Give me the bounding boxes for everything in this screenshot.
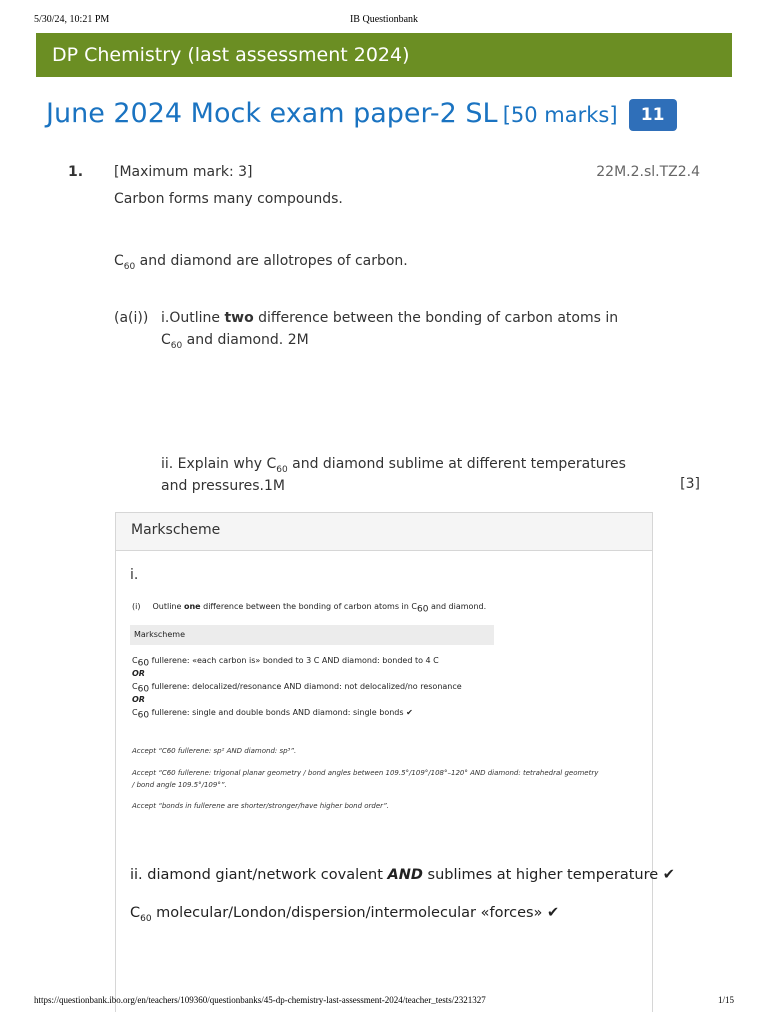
part-ii-line2: and pressures.1M xyxy=(161,478,285,494)
markscheme-image-line1 xyxy=(132,656,439,669)
allotrope-text: and diamond are allotropes of carbon. xyxy=(135,253,408,269)
c60-subscript: 60 xyxy=(140,913,152,924)
print-title: IB Questionbank xyxy=(349,14,419,25)
markscheme-image xyxy=(130,599,599,819)
line2-text: fullerene: delocalized/resonance AND diamond: not delocalized/no resonance xyxy=(151,682,462,691)
test-title-text: June 2024 Mock exam paper-2 SL xyxy=(46,98,498,129)
markscheme-image-outline xyxy=(132,602,486,615)
page-number: 1/15 xyxy=(717,995,734,1005)
c60-subscript: 60 xyxy=(137,710,150,721)
line1-text: fullerene: «each carbon is» bonded to 3 C AND diamond: bonded to 4 C xyxy=(151,656,439,665)
page-url[interactable]: https://questionbank.ibo.org/en/teachers/109360/questionbanks/45-dp-chemistry-last-assessment-2024/teacher_tests/2321327 xyxy=(34,995,486,1005)
c-symbol: C xyxy=(161,332,171,348)
part-i-pre: i.Outline xyxy=(161,310,225,326)
accept-note-3: Accept “bonds in fullerene are shorter/stronger/have higher bond order”. xyxy=(132,802,389,810)
ms-c60-post: molecular/London/dispersion/intermolecular «forces» ✔ xyxy=(151,905,560,921)
ms-ii-pre: ii. diamond giant/network covalent xyxy=(130,867,388,883)
or-label: OR xyxy=(132,695,145,704)
part-ii-post: and diamond sublime at different temperatures xyxy=(287,456,626,472)
accept-note-1: Accept “C60 fullerene: sp² AND diamond: sp³”. xyxy=(132,747,297,755)
print-date: 5/30/24, 10:21 PM xyxy=(34,14,110,25)
c60-subscript: 60 xyxy=(416,604,429,615)
markscheme-panel xyxy=(115,512,675,1012)
question-count-badge: 11 xyxy=(629,99,677,131)
c60-subscript: 60 xyxy=(170,340,183,351)
c-symbol: C xyxy=(114,253,124,269)
part-ii-pre: ii. Explain why C xyxy=(161,456,277,472)
c-symbol: C xyxy=(130,905,141,921)
ms-ii-and: AND xyxy=(387,867,423,883)
markscheme-part-i-label: i. xyxy=(130,567,139,583)
outline-bold: one xyxy=(183,602,201,611)
max-mark: [Maximum mark: 3] xyxy=(114,164,253,180)
c60-subscript: 60 xyxy=(137,684,150,695)
c60-subscript: 60 xyxy=(123,261,136,272)
line3-text: fullerene: single and double bonds AND diamond: single bonds ✔ xyxy=(151,708,413,717)
part-i-line2 xyxy=(161,329,309,357)
test-title xyxy=(46,98,677,134)
accept-note-2a: Accept “C60 fullerene: trigonal planar geometry / bond angles between 109.5°/109°/108°–120° AND diamond: tetrahedral geometry xyxy=(132,769,599,777)
accept-note-2b: / bond angle 109.5°/109°”. xyxy=(132,781,227,789)
test-total-marks: [50 marks] xyxy=(502,103,618,127)
c60-subscript: 60 xyxy=(137,658,150,669)
part-label: (a(i)) xyxy=(114,310,149,326)
ms-ii-post: sublimes at higher temperature ✔ xyxy=(422,867,675,883)
part-i-line1 xyxy=(161,307,618,329)
or-label: OR xyxy=(132,669,145,678)
markscheme-part-ii xyxy=(130,867,675,883)
markscheme-c60-line xyxy=(130,905,559,924)
part-i-line2-text: and diamond. 2M xyxy=(182,332,309,348)
part-marks: [3] xyxy=(680,476,700,492)
markscheme-header[interactable]: Markscheme xyxy=(116,513,652,551)
course-banner: DP Chemistry (last assessment 2024) xyxy=(36,33,732,77)
markscheme-image-line2 xyxy=(132,682,462,695)
c-symbol: C xyxy=(132,708,138,717)
allotrope-statement xyxy=(114,250,408,278)
part-i-post: difference between the bonding of carbon atoms in xyxy=(253,310,619,326)
question-reference: 22M.2.sl.TZ2.4 xyxy=(596,164,700,180)
markscheme-image-line3 xyxy=(132,708,413,721)
outline-label: (i) xyxy=(132,602,141,611)
c-symbol: C xyxy=(132,656,138,665)
outline-end: and diamond. xyxy=(428,602,487,611)
outline-pre: Outline xyxy=(152,602,184,611)
print-footer xyxy=(0,995,768,1009)
outline-post: difference between the bonding of carbon atoms in C xyxy=(200,602,417,611)
question-intro: Carbon forms many compounds. xyxy=(114,191,343,207)
print-header xyxy=(0,14,768,30)
part-i-bold: two xyxy=(224,310,254,326)
c60-subscript: 60 xyxy=(276,464,288,475)
c-symbol: C xyxy=(132,682,138,691)
question-number: 1. xyxy=(68,164,84,180)
markscheme-image-header: Markscheme xyxy=(130,625,494,645)
